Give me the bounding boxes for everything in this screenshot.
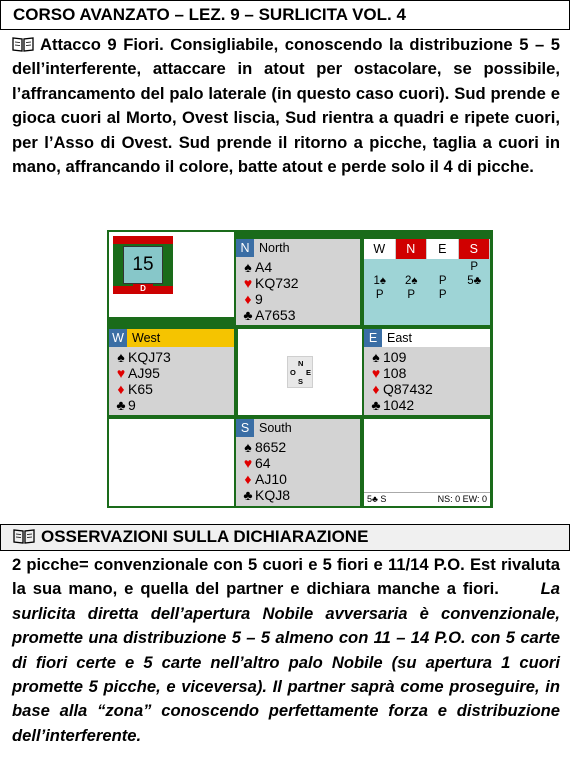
diamond-icon: ♦ — [372, 381, 380, 397]
north-spades: ♠ A4 — [241, 259, 272, 276]
west-clubs: ♣ 9 — [114, 397, 136, 414]
north-hearts: ♥ KQ732 — [241, 275, 299, 292]
compass-s: S — [298, 377, 304, 386]
section-header — [0, 524, 570, 551]
heart-icon: ♥ — [116, 365, 126, 381]
board-number-badge — [113, 236, 173, 294]
diamond-icon: ♦ — [117, 381, 125, 397]
south-hearts: ♥ 64 — [241, 455, 271, 472]
compass-n: N — [298, 359, 304, 368]
open-book-icon — [13, 528, 35, 544]
section-title: OSSERVAZIONI SULLA DICHIARAZIONE — [41, 527, 369, 546]
north-hand — [236, 239, 360, 325]
compass-e: E — [306, 368, 312, 377]
compass-o: O — [290, 368, 296, 377]
bid-header-e: E — [427, 239, 459, 259]
north-seat-badge: N — [236, 239, 254, 257]
empty-cell — [109, 419, 234, 506]
heart-icon: ♥ — [243, 455, 253, 471]
south-diamonds: ♦ AJ10 — [241, 471, 287, 488]
south-hand — [236, 419, 360, 506]
board-number: 15 — [123, 246, 163, 284]
bid-row: 1♠ 2♠ P 5♣ — [373, 275, 482, 287]
contract-footer — [364, 492, 490, 506]
bid-header-n: N — [396, 239, 428, 259]
table-center — [238, 329, 362, 415]
diamond-icon: ♦ — [244, 471, 252, 487]
west-hand — [109, 329, 234, 415]
score-summary: NS: 0 EW: 0 — [437, 494, 487, 504]
west-spades: ♠ KQJ73 — [114, 349, 171, 366]
final-contract: 5♣ S — [367, 494, 387, 504]
south-clubs: ♣ KQJ8 — [241, 487, 290, 504]
west-name: West — [132, 331, 161, 345]
heart-icon: ♥ — [243, 275, 253, 291]
club-icon: ♣ — [116, 397, 126, 413]
heart-icon: ♥ — [371, 365, 381, 381]
west-seat-badge: W — [109, 329, 127, 347]
dealer-tag: D — [133, 284, 153, 294]
west-diamonds: ♦ K65 — [114, 381, 153, 398]
board-number-cell — [109, 232, 234, 317]
open-book-icon — [12, 36, 34, 52]
bidding-notes — [12, 553, 560, 748]
south-name: South — [259, 421, 292, 435]
diamond-icon: ♦ — [244, 291, 252, 307]
spade-icon: ♠ — [244, 259, 252, 275]
play-description — [12, 33, 560, 179]
east-name: East — [387, 331, 413, 345]
bid-row: P — [470, 261, 479, 273]
play-description-text: Attacco 9 Fiori. Consigliabile, conoscendo la distribuzione 5 – 5 dell’interferente, attaccare in atout per ostacolare, se possibile, l’affrancamento del palo laterale (in questo caso cuori). Sud prende e gioca cuori al Morto, Ovest liscia, Sud rientra a quadri e ripete cuori, per l’Asso di Ovest. Sud prende il ritorno a picche, taglia a cuori in mano, affrancando il colore, batte atout e perde solo il 4 di picche. — [12, 35, 560, 177]
spade-icon: ♠ — [244, 439, 252, 455]
bidding-notes-plain: 2 picche= convenzionale con 5 cuori e 5 fiori e 11/14 P.O. Est rivaluta la sua mano, e quella del partner e dichiara manche a fiori. — [12, 555, 560, 599]
spade-icon: ♠ — [117, 349, 125, 365]
lesson-header — [0, 0, 570, 30]
bidding-header — [364, 239, 490, 259]
south-spades: ♠ 8652 — [241, 439, 286, 456]
club-icon: ♣ — [243, 307, 253, 323]
north-name: North — [259, 241, 290, 255]
south-title — [236, 419, 292, 437]
north-title — [236, 239, 290, 257]
east-title — [364, 329, 490, 347]
bridge-diagram — [107, 230, 493, 508]
north-clubs: ♣ A7653 — [241, 307, 295, 324]
club-icon: ♣ — [371, 397, 381, 413]
east-hearts: ♥ 108 — [369, 365, 406, 382]
north-diamonds: ♦ 9 — [241, 291, 263, 308]
east-hand — [364, 329, 490, 415]
spade-icon: ♠ — [372, 349, 380, 365]
lesson-title: CORSO AVANZATO – LEZ. 9 – SURLICITA VOL. 4 — [13, 5, 406, 24]
south-seat-badge: S — [236, 419, 254, 437]
west-hearts: ♥ AJ95 — [114, 365, 160, 382]
bid-header-s: S — [459, 239, 491, 259]
east-clubs: ♣ 1042 — [369, 397, 414, 414]
compass-icon — [287, 356, 313, 388]
bid-row: P P P — [375, 289, 447, 301]
bid-header-w: W — [364, 239, 396, 259]
bidding-table — [364, 239, 490, 325]
east-spades: ♠ 109 — [369, 349, 406, 366]
club-icon: ♣ — [243, 487, 253, 503]
bidding-notes-italic: La surlicita diretta dell’apertura Nobile avversaria è convenzionale, promette una distribuzione 5 – 5 almeno con 11 – 14 P.O. con 5 carte di fiori certe e 5 carte nell’altro palo Nobile (su apertura 1 cuori promette 5 picche, e viceversa). Il partner saprà come proseguire, in base alla “zona” conoscendo perfettamente forza e distribuzione dell’interferente. — [12, 579, 560, 745]
west-title — [109, 329, 234, 347]
east-diamonds: ♦ Q87432 — [369, 381, 433, 398]
east-seat-badge: E — [364, 329, 382, 347]
result-cell — [364, 419, 490, 506]
